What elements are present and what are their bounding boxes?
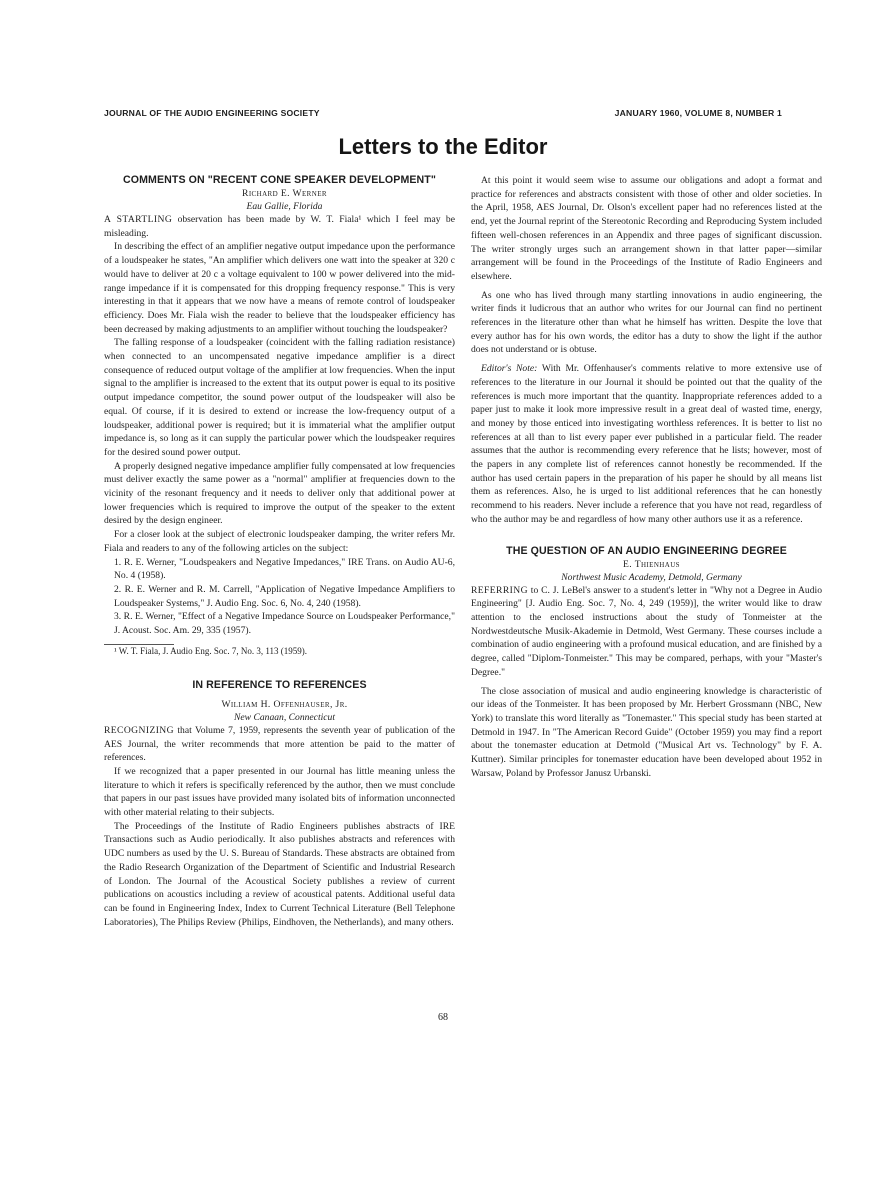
letter1-paragraph-4: A properly designed negative impedance amplifier fully compensated at low frequencies must deliver exactly the same power as a "normal" amplifier at frequencies down to the vicinity of the resonant frequency and it needs to deliver only that additional power at lower frequencies which is required to improve the output of the speaker to the extent desired by the design engineer. <box>104 460 455 527</box>
editors-note: Editor's Note: With Mr. Offenhauser's comments relative to more extensive use of references to the literature in our Journal it should be pointed out that the quality of the references is much more important that the quantity. Inappropriate references added to a paper just to make it look more impressive result in a great deal of wasted time, energy, and money by those enticed into investigating worthless references. It is better to list no references at all than to list every paper ever published in a particular field. The reader assumes that the author is recommending every reference that he lists; however, most of the papers in any complete list of references cannot honestly be recommended. If the author has used certain papers in the preparation of his paper he should by all means list them as references. Also, he is urged to list additional references that he can honestly recommend to his readers. Never include a reference that you have not read, regardless of who the author may be and regardless of how many other authors use it as a reference. <box>471 363 822 525</box>
journal-name: JOURNAL OF THE AUDIO ENGINEERING SOCIETY <box>104 108 320 118</box>
letter1-paragraph-2: In describing the effect of an amplifier negative output impedance upon the performance of a loudspeaker he states, "An amplifier which delivers one watt into the speaker at 320 c would have to deliver at 20 c a voltage equivalent to 100 w power delivered into the mid-range impedance if it is compensated for this dropping frequency response." This is very interesting in that it appears that we now have a means of remote control of loudspeaker efficiency. Does Mr. Fiala wish the reader to believe that the loudspeaker efficiency has been decreased by making adjustments to an amplifier without touching the loudspeaker? <box>104 241 455 335</box>
issue-info: JANUARY 1960, VOLUME 8, NUMBER 1 <box>614 108 782 118</box>
letter2-paragraph-2: If we recognized that a paper presented in our Journal has little meaning unless the literature to which it refers is specifically referenced by the author, then we must conclude that papers in our past issues have provided many isolated bits of information unconnected with other material relating to their subjects. <box>104 765 455 819</box>
right-column <box>471 174 822 1144</box>
page-number: 68 <box>438 1012 448 1023</box>
letter2-paragraph-3: The Proceedings of the Institute of Radio Engineers publishes abstracts of IRE Transactions such as Audio periodically. It also publishes abstracts and references with UDC numbers as used by the U. S. Bureau of Standards. These abstracts are obtained from the Radio Research Organization of the Department of Scientific and Industrial Research of London. The Journal of the Acoustical Society publishes a review of current publications on acoustics including a review of acoustical patents. Additional useful data can be found in Engineering Index, Index to Current Technical Literature (Bell Telephone Laboratories), The Philips Review (Philips, Eindhoven, the Netherlands), and many others. <box>104 820 455 928</box>
running-head <box>104 108 782 122</box>
letter3-affiliation: Northwest Music Academy, Detmold, Germany <box>561 571 742 583</box>
letter2-paragraph-1: RECOGNIZING that Volume 7, 1959, represents the seventh year of publication of the AES Journal, the writer recommends that more attention be paid to the matter of references. <box>104 724 455 764</box>
letter3-lead-words: REFERRING <box>471 584 528 596</box>
letter3-heading: THE QUESTION OF AN AUDIO ENGINEERING DEGREE <box>506 544 787 557</box>
letter2-affiliation: New Canaan, Connecticut <box>234 711 335 723</box>
letter3-paragraph-1: REFERRING to C. J. LeBel's answer to a student's letter in "Why not a Degree in Audio Engineering" [J. Audio Eng. Soc. 7, No. 4, 249 (1959)], the writer would like to draw attention to the enclosed instructions about the study of Tonmeister at the Nordwestdeutsche Musik-Akademie in Detmold, West Germany. These courses include a combination of audio engineering with a profound musical education, and are finished by a degree, called "Diplom-Tonmeister." This may be compared, perhaps, with your "Master's Degree." <box>471 584 822 678</box>
letter2-paragraph-4: At this point it would seem wise to assume our obligations and adopt a format and practice for references and abstracts consistent with those of other and older societies. In the April, 1958, AES Journal, Dr. Olson's excellent paper had no references listed at the end, yet the Journal reprint of the Stereotonic Recording and Reproducing System included fifteen well-chosen references in an Appendix and three pages of significant discussion. The writer strongly urges such an arrangement shown in that latter paper—similar arrangement will be found in the Proceedings of the Institute of Radio Engineers and elsewhere. <box>471 175 822 282</box>
letter1-paragraph-3: The falling response of a loudspeaker (coincident with the falling radiation resistance) when connected to an uncompensated negative impedance amplifier is a direct consequence of reduced output voltage of the amplifier at low frequencies. When the input signal to the amplifier is increased to the extent that its output power is equal to its positive output impedance competitor, the sound power output of the loudspeaker will also be equal. Of course, if it is desired to extend or increase the low-frequency output of a loudspeaker, additional power is required; but it is immaterial what the amplifier output impedance is, so long as it can supply the particular power which the loudspeaker requires for the desired sound power output. <box>104 337 455 458</box>
letter2-author: William H. Offenhauser, Jr. <box>221 698 348 710</box>
reference-item: 3. R. E. Werner, "Effect of a Negative Impedance Source on Loudspeaker Performance," J. Acoust. Soc. Am. 29, 335 (1957). <box>114 611 455 637</box>
letter1-author: Richard E. Werner <box>242 188 327 199</box>
letter3-paragraph-2: The close association of musical and audio engineering knowledge is characteristic of our ideas of the Tonmeister. It has been proposed by Mr. Herbert Grossmann (NBC, New York) to translate this word literally as "Tonemaster." This special study has been started at Detmold in 1947. In "The American Record Guide" (October 1959) you may find a report about the tonemaster education at Detmold ("Musical Art vs. Technology" by F. A. Kuttner). Similar principles for tonemaster education have been developed about 1952 in Warsaw, Poland by Professor Janusz Urbanski. <box>471 685 822 779</box>
page-title: Letters to the Editor <box>338 134 548 159</box>
editors-note-label: Editor's Note: <box>481 363 538 375</box>
letter2-paragraph-5: As one who has lived through many startling innovations in audio engineering, the writer finds it ludicrous that an author who writes for our Journal can find no pertinent references in the literature other than what he himself has written. Despite the love that every author has for his own words, the editor has a duty to show the light if the author does not understand or is obtuse. <box>471 289 822 356</box>
letter3-author: E. Thienhaus <box>623 558 680 570</box>
letter2-heading: IN REFERENCE TO REFERENCES <box>192 678 367 691</box>
letter1-affiliation: Eau Gallie, Florida <box>246 201 323 212</box>
letter1-lead-words: A STARTLING <box>104 214 173 225</box>
letter1-reference-list <box>104 556 455 638</box>
left-column <box>104 174 455 1144</box>
reference-item: 1. R. E. Werner, "Loudspeakers and Negative Impedances," IRE Trans. on Audio AU-6, No. 4 (1958). <box>114 556 455 582</box>
letter1-paragraph-5: For a closer look at the subject of electronic loudspeaker damping, the writer refers Mr. Fiala and readers to any of the following articles on the subject: <box>104 529 455 554</box>
letter1-heading: COMMENTS ON "RECENT CONE SPEAKER DEVELOPMENT" <box>123 174 436 186</box>
reference-item: 2. R. E. Werner and R. M. Carrell, "Application of Negative Impedance Amplifiers to Loudspeaker Systems," J. Audio Eng. Soc. 6, No. 4, 240 (1958). <box>114 583 455 609</box>
letter1-footnote: ¹ W. T. Fiala, J. Audio Eng. Soc. 7, No. 3, 113 (1959). <box>114 645 308 656</box>
letter1-paragraph-1: A STARTLING observation has been made by W. T. Fiala¹ which I feel may be misleading. <box>104 214 455 239</box>
letter2-lead-words: RECOGNIZING <box>104 724 174 736</box>
